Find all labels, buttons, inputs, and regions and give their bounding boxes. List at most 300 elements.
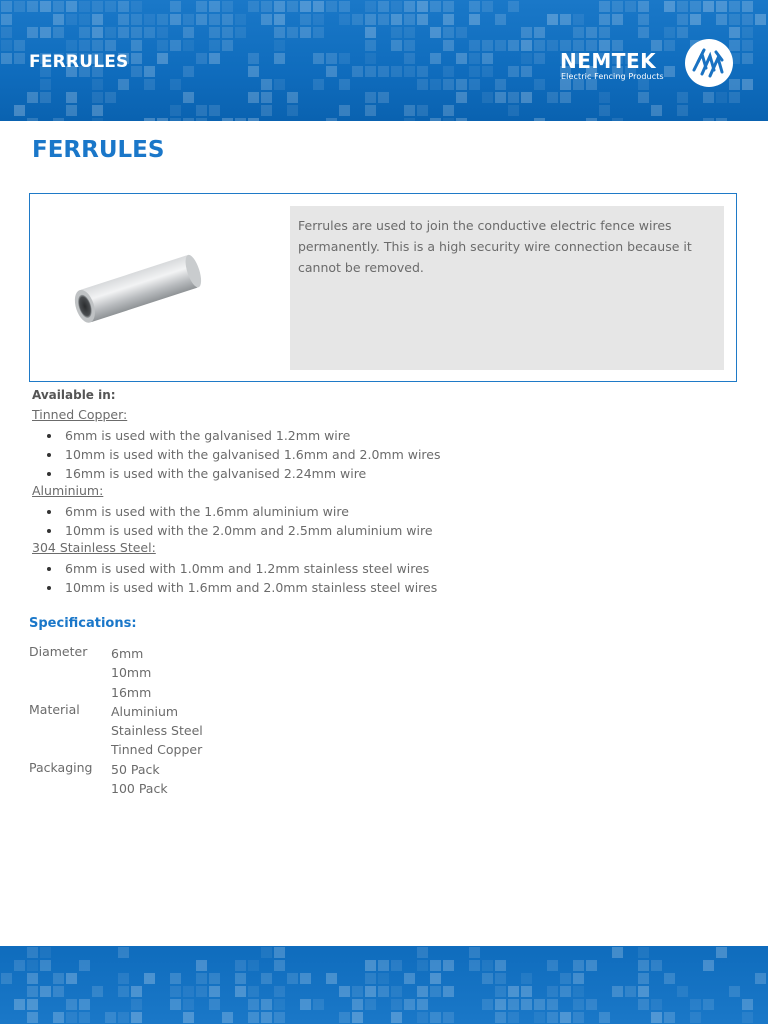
pattern-square xyxy=(495,960,506,971)
pattern-square xyxy=(261,1012,272,1023)
pattern-square xyxy=(40,947,51,958)
tinned-copper-list xyxy=(44,426,441,483)
spec-value: 16mm xyxy=(111,684,152,700)
pattern-square xyxy=(1,973,12,984)
pattern-square xyxy=(248,986,259,997)
pattern-square xyxy=(677,105,688,116)
pattern-square xyxy=(404,53,415,64)
pattern-square xyxy=(443,118,454,121)
pattern-square xyxy=(222,1012,233,1023)
pattern-square xyxy=(196,105,207,116)
pattern-square xyxy=(40,986,51,997)
pattern-square xyxy=(443,40,454,51)
pattern-square xyxy=(573,14,584,25)
pattern-square xyxy=(261,79,272,90)
pattern-square xyxy=(209,105,220,116)
pattern-square xyxy=(703,1,714,12)
pattern-square xyxy=(482,66,493,77)
pattern-square xyxy=(417,105,428,116)
pattern-square xyxy=(209,27,220,38)
pattern-square xyxy=(378,92,389,103)
spec-value: Aluminium xyxy=(111,703,179,719)
pattern-square xyxy=(534,79,545,90)
pattern-square xyxy=(118,27,129,38)
pattern-square xyxy=(638,1,649,12)
pattern-square xyxy=(131,999,142,1010)
pattern-square xyxy=(339,1012,350,1023)
pattern-square xyxy=(352,999,363,1010)
pattern-square xyxy=(144,79,155,90)
list-item: 10mm is used with the 2.0mm and 2.5mm aluminium wire xyxy=(44,521,433,540)
pattern-square xyxy=(612,947,623,958)
pattern-square xyxy=(729,92,740,103)
pattern-square xyxy=(547,960,558,971)
pattern-square xyxy=(183,1012,194,1023)
pattern-square xyxy=(547,40,558,51)
pattern-square xyxy=(547,1012,558,1023)
pattern-square xyxy=(495,973,506,984)
pattern-square xyxy=(157,27,168,38)
group-label-aluminium: Aluminium: xyxy=(32,483,104,498)
pattern-square xyxy=(53,118,64,121)
pattern-square xyxy=(417,66,428,77)
pattern-square xyxy=(495,92,506,103)
pattern-square xyxy=(79,27,90,38)
pattern-square xyxy=(404,27,415,38)
pattern-square xyxy=(599,27,610,38)
aluminium-list xyxy=(44,502,433,540)
pattern-square xyxy=(430,53,441,64)
pattern-square xyxy=(378,14,389,25)
pattern-square xyxy=(144,27,155,38)
pattern-square xyxy=(131,986,142,997)
pattern-square xyxy=(27,1,38,12)
pattern-square xyxy=(14,105,25,116)
pattern-square xyxy=(469,1,480,12)
pattern-square xyxy=(287,27,298,38)
pattern-square xyxy=(417,960,428,971)
pattern-square xyxy=(586,960,597,971)
pattern-square xyxy=(456,79,467,90)
pattern-square xyxy=(755,973,766,984)
pattern-square xyxy=(92,92,103,103)
pattern-square xyxy=(430,118,441,121)
pattern-square xyxy=(365,973,376,984)
pattern-square xyxy=(495,986,506,997)
footer-banner xyxy=(0,946,768,1024)
pattern-square xyxy=(157,118,168,121)
pattern-square xyxy=(625,986,636,997)
spec-values xyxy=(111,702,203,760)
pattern-square xyxy=(274,1012,285,1023)
pattern-square xyxy=(690,14,701,25)
pattern-square xyxy=(521,40,532,51)
pattern-square xyxy=(638,27,649,38)
pattern-square xyxy=(612,986,623,997)
pattern-square xyxy=(27,973,38,984)
pattern-square xyxy=(118,947,129,958)
pattern-square xyxy=(313,999,324,1010)
pattern-square xyxy=(92,986,103,997)
spec-value: 100 Pack xyxy=(111,781,168,797)
spec-values xyxy=(111,760,203,799)
pattern-square xyxy=(469,960,480,971)
pattern-square xyxy=(261,973,272,984)
pattern-square xyxy=(105,92,116,103)
pattern-square xyxy=(79,14,90,25)
logo-tagline: Electric Fencing Products xyxy=(561,72,664,81)
pattern-square xyxy=(40,960,51,971)
pattern-square xyxy=(79,40,90,51)
pattern-square xyxy=(391,40,402,51)
pattern-square xyxy=(677,986,688,997)
pattern-square xyxy=(326,53,337,64)
pattern-square xyxy=(14,999,25,1010)
pattern-square xyxy=(651,999,662,1010)
pattern-square xyxy=(287,1,298,12)
pattern-square xyxy=(183,66,194,77)
pattern-square xyxy=(690,999,701,1010)
pattern-square xyxy=(417,14,428,25)
pattern-square xyxy=(534,27,545,38)
pattern-square xyxy=(170,1,181,12)
pattern-square xyxy=(92,105,103,116)
pattern-square xyxy=(586,27,597,38)
pattern-square xyxy=(417,986,428,997)
ferrule-product-image xyxy=(60,239,210,339)
pattern-square xyxy=(469,40,480,51)
pattern-square xyxy=(482,53,493,64)
pattern-square xyxy=(170,105,181,116)
spec-value: Stainless Steel xyxy=(111,723,203,739)
pattern-square xyxy=(430,1012,441,1023)
pattern-square xyxy=(391,1,402,12)
pattern-square xyxy=(66,973,77,984)
pattern-square xyxy=(170,40,181,51)
pattern-square xyxy=(482,973,493,984)
spec-value: 50 Pack xyxy=(111,761,160,777)
pattern-square xyxy=(105,27,116,38)
pattern-square xyxy=(92,1,103,12)
list-item: 10mm is used with the galvanised 1.6mm and 2.0mm wires xyxy=(44,445,441,464)
pattern-square xyxy=(547,14,558,25)
pattern-square xyxy=(287,92,298,103)
pattern-square xyxy=(677,14,688,25)
pattern-square xyxy=(222,1,233,12)
pattern-square xyxy=(495,40,506,51)
pattern-square xyxy=(690,1012,701,1023)
pattern-square xyxy=(664,1012,675,1023)
pattern-square xyxy=(118,986,129,997)
pattern-square xyxy=(53,1,64,12)
pattern-square xyxy=(508,999,519,1010)
pattern-square xyxy=(729,14,740,25)
spec-row-packaging xyxy=(29,759,168,799)
pattern-square xyxy=(131,1012,142,1023)
pattern-square xyxy=(261,105,272,116)
pattern-square xyxy=(352,66,363,77)
pattern-square xyxy=(339,986,350,997)
pattern-square xyxy=(365,53,376,64)
pattern-square xyxy=(404,1,415,12)
pattern-square xyxy=(248,53,259,64)
pattern-square xyxy=(573,986,584,997)
pattern-square xyxy=(430,1,441,12)
pattern-square xyxy=(170,973,181,984)
pattern-square xyxy=(105,40,116,51)
pattern-square xyxy=(495,999,506,1010)
spec-label: Diameter xyxy=(29,644,88,659)
pattern-square xyxy=(209,53,220,64)
pattern-square xyxy=(53,986,64,997)
pattern-square xyxy=(170,118,181,121)
pattern-square xyxy=(521,92,532,103)
spec-row-diameter xyxy=(29,644,152,702)
pattern-square xyxy=(469,947,480,958)
pattern-square xyxy=(14,53,25,64)
pattern-square xyxy=(495,14,506,25)
pattern-square xyxy=(560,973,571,984)
pattern-square xyxy=(560,92,571,103)
pattern-square xyxy=(352,1012,363,1023)
pattern-square xyxy=(183,986,194,997)
pattern-square xyxy=(404,999,415,1010)
pattern-square xyxy=(274,79,285,90)
pattern-square xyxy=(417,1,428,12)
pattern-square xyxy=(703,999,714,1010)
pattern-square xyxy=(755,14,766,25)
pattern-square xyxy=(430,79,441,90)
pattern-square xyxy=(742,53,753,64)
pattern-square xyxy=(638,947,649,958)
intro-box xyxy=(29,193,737,382)
pattern-square xyxy=(131,14,142,25)
pattern-square xyxy=(183,92,194,103)
pattern-square xyxy=(274,986,285,997)
pattern-square xyxy=(183,14,194,25)
pattern-square xyxy=(27,27,38,38)
pattern-square xyxy=(742,14,753,25)
pattern-square xyxy=(79,960,90,971)
pattern-square xyxy=(157,40,168,51)
pattern-square xyxy=(534,1012,545,1023)
pattern-square xyxy=(248,960,259,971)
pattern-square xyxy=(417,999,428,1010)
pattern-square xyxy=(534,40,545,51)
logo-name: NEMTEK xyxy=(560,49,657,73)
pattern-square xyxy=(456,27,467,38)
pattern-square xyxy=(40,92,51,103)
pattern-square xyxy=(157,53,168,64)
pattern-square xyxy=(391,14,402,25)
pattern-square xyxy=(443,1012,454,1023)
pattern-square xyxy=(313,79,324,90)
pattern-square xyxy=(716,14,727,25)
pattern-square xyxy=(27,947,38,958)
pattern-square xyxy=(573,1012,584,1023)
pattern-square xyxy=(144,973,155,984)
pattern-square xyxy=(339,1,350,12)
pattern-square xyxy=(300,973,311,984)
pattern-square xyxy=(716,92,727,103)
pattern-square xyxy=(183,40,194,51)
pattern-square xyxy=(378,973,389,984)
spec-value: 10mm xyxy=(111,665,152,681)
pattern-square xyxy=(235,14,246,25)
pattern-square xyxy=(404,118,415,121)
pattern-square xyxy=(300,999,311,1010)
pattern-square xyxy=(40,27,51,38)
pattern-square xyxy=(612,1,623,12)
pattern-square xyxy=(1,27,12,38)
pattern-square xyxy=(638,999,649,1010)
pattern-square xyxy=(469,79,480,90)
pattern-square xyxy=(209,40,220,51)
pattern-square xyxy=(118,14,129,25)
pattern-square xyxy=(729,1,740,12)
pattern-square xyxy=(586,999,597,1010)
pattern-square xyxy=(742,27,753,38)
pattern-square xyxy=(300,27,311,38)
pattern-square xyxy=(495,79,506,90)
pattern-square xyxy=(209,14,220,25)
logo-mark-icon xyxy=(684,38,734,88)
pattern-square xyxy=(742,1,753,12)
pattern-square xyxy=(365,14,376,25)
pattern-square xyxy=(209,973,220,984)
pattern-square xyxy=(391,27,402,38)
pattern-square xyxy=(365,66,376,77)
pattern-square xyxy=(508,92,519,103)
pattern-square xyxy=(365,1,376,12)
pattern-square xyxy=(339,105,350,116)
pattern-square xyxy=(352,14,363,25)
pattern-square xyxy=(248,1012,259,1023)
pattern-square xyxy=(547,92,558,103)
pattern-square xyxy=(235,27,246,38)
pattern-square xyxy=(599,1,610,12)
pattern-square xyxy=(625,1,636,12)
pattern-square xyxy=(196,118,207,121)
pattern-square xyxy=(430,960,441,971)
pattern-square xyxy=(664,27,675,38)
pattern-square xyxy=(157,14,168,25)
pattern-square xyxy=(378,960,389,971)
pattern-square xyxy=(118,973,129,984)
pattern-square xyxy=(521,999,532,1010)
pattern-square xyxy=(534,118,545,121)
pattern-square xyxy=(1,14,12,25)
pattern-square xyxy=(326,1,337,12)
pattern-square xyxy=(690,1,701,12)
pattern-square xyxy=(170,986,181,997)
pattern-square xyxy=(274,960,285,971)
pattern-square xyxy=(14,960,25,971)
pattern-square xyxy=(14,1,25,12)
pattern-square xyxy=(742,40,753,51)
pattern-square xyxy=(456,118,467,121)
pattern-square xyxy=(443,79,454,90)
list-item: 10mm is used with 1.6mm and 2.0mm stainless steel wires xyxy=(44,578,437,597)
pattern-square xyxy=(378,1,389,12)
pattern-square xyxy=(339,53,350,64)
pattern-square xyxy=(365,40,376,51)
pattern-square xyxy=(677,27,688,38)
pattern-square xyxy=(443,1,454,12)
pattern-square xyxy=(716,118,727,121)
pattern-square xyxy=(274,53,285,64)
pattern-square xyxy=(326,66,337,77)
pattern-square xyxy=(599,92,610,103)
pattern-square xyxy=(274,999,285,1010)
pattern-square xyxy=(404,973,415,984)
pattern-square xyxy=(326,118,337,121)
pattern-square xyxy=(313,27,324,38)
pattern-square xyxy=(131,40,142,51)
pattern-square xyxy=(638,973,649,984)
pattern-square xyxy=(53,27,64,38)
pattern-square xyxy=(560,986,571,997)
pattern-square xyxy=(170,999,181,1010)
pattern-square xyxy=(222,118,233,121)
pattern-square xyxy=(456,92,467,103)
pattern-square xyxy=(196,960,207,971)
pattern-square xyxy=(443,14,454,25)
pattern-square xyxy=(443,105,454,116)
pattern-square xyxy=(599,1012,610,1023)
spec-label: Packaging xyxy=(29,759,93,775)
pattern-square xyxy=(183,999,194,1010)
pattern-square xyxy=(521,27,532,38)
pattern-square xyxy=(118,79,129,90)
pattern-square xyxy=(79,1012,90,1023)
pattern-square xyxy=(521,973,532,984)
pattern-square xyxy=(209,1,220,12)
pattern-square xyxy=(573,999,584,1010)
pattern-square xyxy=(534,999,545,1010)
spec-label: Material xyxy=(29,701,80,717)
pattern-square xyxy=(547,986,558,997)
pattern-square xyxy=(391,960,402,971)
list-item: 6mm is used with the 1.6mm aluminium wire xyxy=(44,502,433,521)
pattern-square xyxy=(183,118,194,121)
spec-values xyxy=(111,644,203,702)
pattern-square xyxy=(703,92,714,103)
pattern-square xyxy=(144,118,155,121)
pattern-square xyxy=(664,973,675,984)
pattern-square xyxy=(573,960,584,971)
pattern-square xyxy=(27,986,38,997)
specifications-heading: Specifications: xyxy=(29,616,137,631)
pattern-square xyxy=(144,66,155,77)
pattern-square xyxy=(235,960,246,971)
pattern-square xyxy=(40,79,51,90)
pattern-square xyxy=(196,53,207,64)
list-item: 6mm is used with 1.0mm and 1.2mm stainless steel wires xyxy=(44,559,437,578)
pattern-square xyxy=(651,1012,662,1023)
pattern-square xyxy=(339,14,350,25)
pattern-square xyxy=(92,79,103,90)
pattern-square xyxy=(443,960,454,971)
pattern-square xyxy=(274,1,285,12)
pattern-square xyxy=(443,27,454,38)
pattern-square xyxy=(586,118,597,121)
pattern-square xyxy=(40,1,51,12)
pattern-square xyxy=(196,14,207,25)
pattern-square xyxy=(248,118,259,121)
pattern-square xyxy=(508,66,519,77)
pattern-square xyxy=(53,1012,64,1023)
